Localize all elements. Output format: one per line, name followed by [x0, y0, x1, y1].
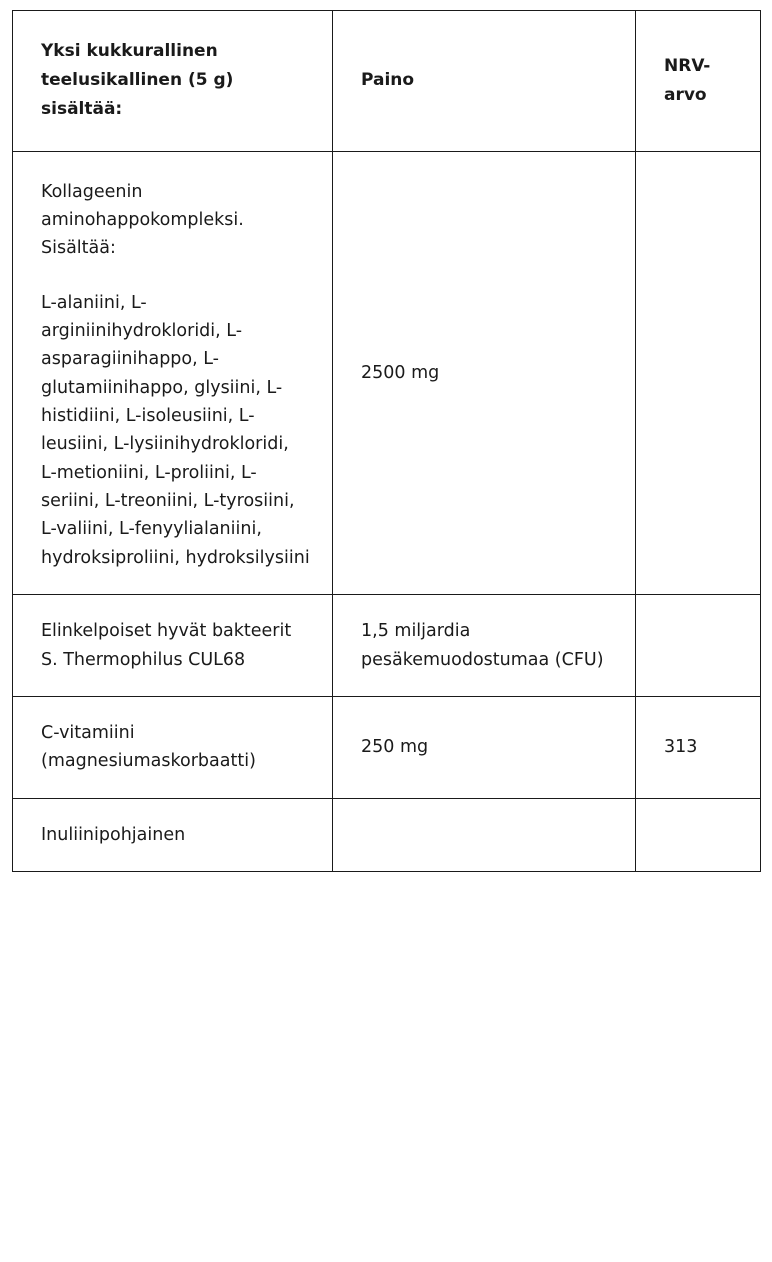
ingredient-amino-acid-list: L-alaniini, L-arginiinihydrokloridi, L-asparagiinihappo, L-glutamiinihappo, glysiini, L-histidiini, L-isoleusiini, L-leusiini, L-lysiinihydrokloridi, L-metioniini, L-proliini, L-seriini, L-treoniini, L-tyrosiini, L-valiini, L-fenyylialaniini, hydroksiproliini, hydroksilysiini — [41, 292, 310, 568]
table-body — [13, 151, 761, 871]
cell-ingredient-nrv: 313 — [636, 696, 761, 798]
table-row — [13, 595, 761, 697]
cell-ingredient-name: Inuliinipohjainen — [13, 798, 333, 871]
cell-ingredient-name — [13, 151, 333, 594]
cell-ingredient-name: C-vitamiini (magnesiumaskorbaatti) — [13, 696, 333, 798]
cell-ingredient-weight — [333, 798, 636, 871]
cell-ingredient-nrv — [636, 151, 761, 594]
table-row — [13, 696, 761, 798]
cell-ingredient-name: Elinkelpoiset hyvät bakteerit S. Thermophilus CUL68 — [13, 595, 333, 697]
cell-ingredient-weight: 1,5 miljardia pesäkemuodostumaa (CFU) — [333, 595, 636, 697]
column-header-ingredient: Yksi kukkurallinen teelusikallinen (5 g) sisältää: — [13, 11, 333, 152]
table-header-row — [13, 11, 761, 152]
table-header — [13, 11, 761, 152]
table-row — [13, 798, 761, 871]
cell-ingredient-nrv — [636, 595, 761, 697]
column-header-nrv: NRV-arvo — [636, 11, 761, 152]
cell-ingredient-weight: 2500 mg — [333, 151, 636, 594]
column-header-weight: Paino — [333, 11, 636, 152]
cell-ingredient-nrv — [636, 798, 761, 871]
ingredient-description: Kollageenin aminohappokompleksi. Sisältää: — [41, 181, 244, 259]
cell-ingredient-weight: 250 mg — [333, 696, 636, 798]
table-row — [13, 151, 761, 594]
nutrition-table — [12, 10, 761, 872]
